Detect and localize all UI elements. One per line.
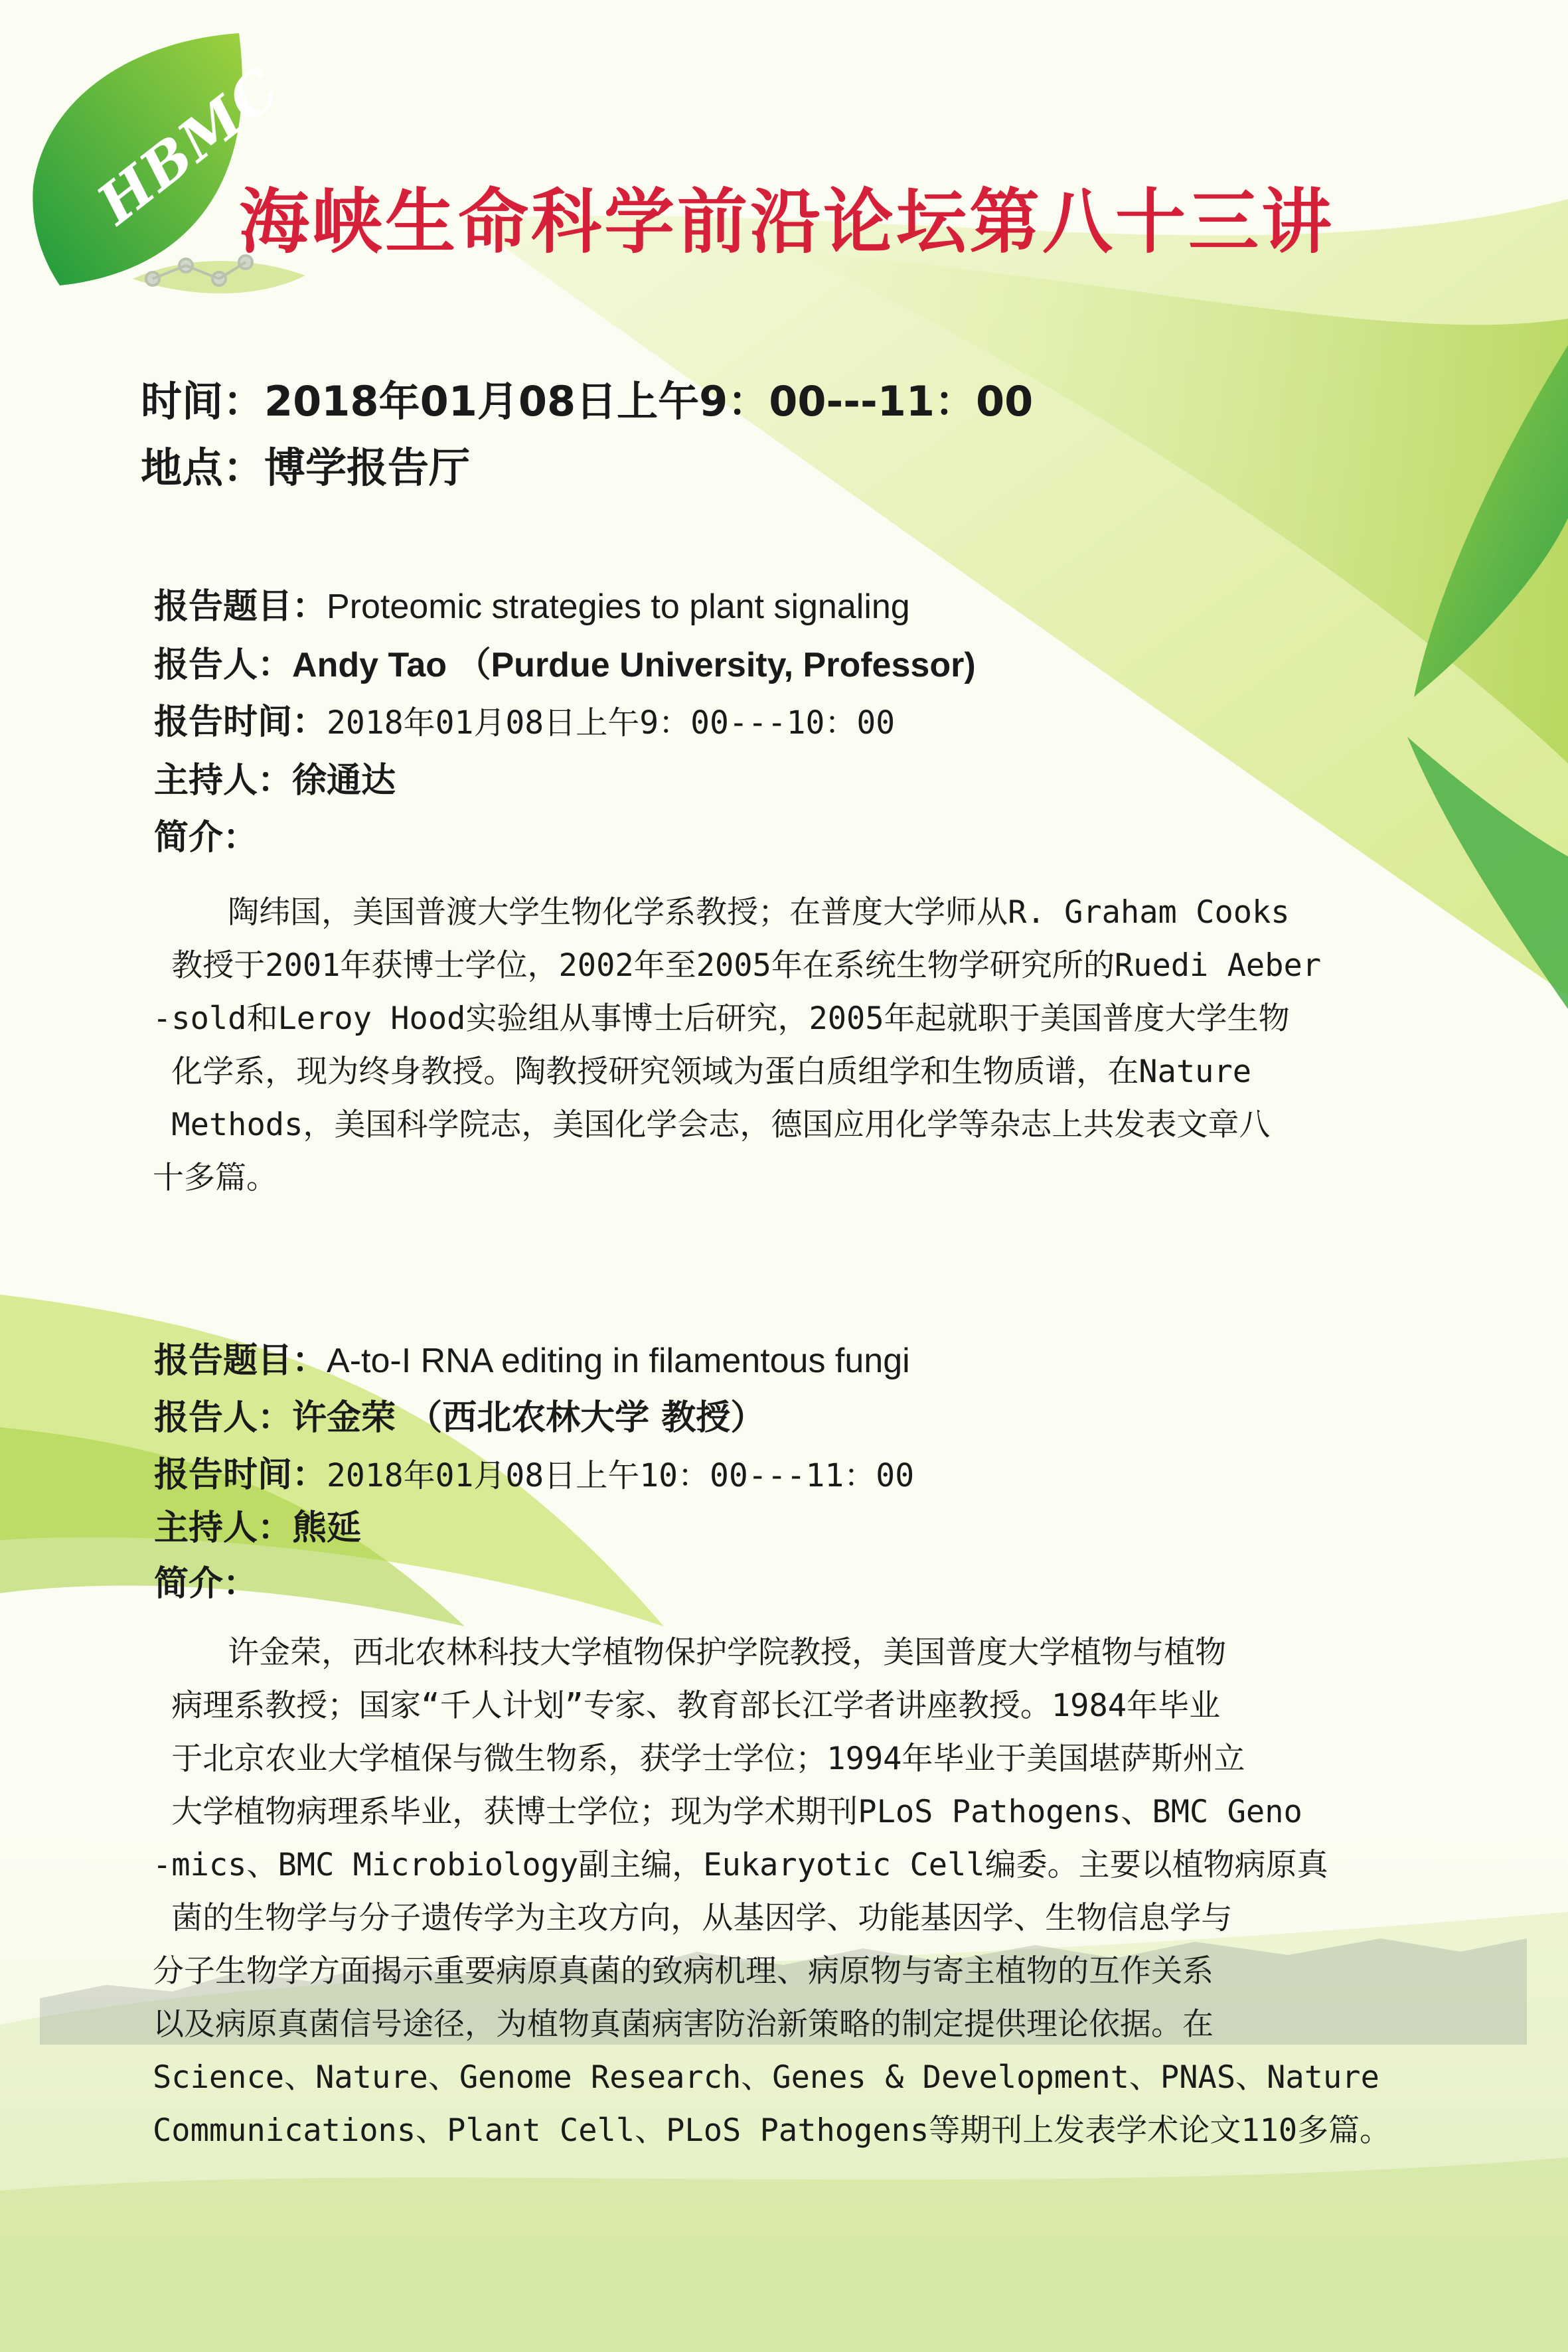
talk-topic <box>154 1341 910 1381</box>
host-label: 主持人： <box>154 761 293 801</box>
speaker-value: Andy Tao （Purdue University, Professor) <box>292 646 976 684</box>
bio-line: 大学植物病理系毕业，获博士学位；现为学术期刊PLoS Pathogens、BMC Geno <box>153 1794 1302 1830</box>
bio-line: 陶纬国，美国普渡大学生物化学系教授；在普度大学师从R. Graham Cooks <box>153 894 1290 931</box>
talk-intro <box>154 818 258 858</box>
bio-line: 化学系，现为终身教授。陶教授研究领域为蛋白质组学和生物质谱，在Nature <box>153 1054 1252 1090</box>
speaker-label: 报告人： <box>154 1398 293 1438</box>
bio-line: 于北京农业大学植保与微生物系，获学士学位；1994年毕业于美国堪萨斯州立 <box>153 1741 1245 1777</box>
bio-line: Communications、Plant Cell、PLoS Pathogens等期刊上发表学术论文110多篇。 <box>153 2112 1391 2149</box>
topic-label: 报告题目： <box>154 587 327 627</box>
event-time <box>141 368 1033 428</box>
bio-line: -mics、BMC Microbiology副主编，Eukaryotic Cell编委。主要以植物病原真 <box>153 1847 1328 1883</box>
bio-line: 病理系教授；国家“千人计划”专家、教育部长江学者讲座教授。1984年毕业 <box>153 1687 1221 1724</box>
bio-line: 以及病原真菌信号途径，为植物真菌病害防治新策略的制定提供理论依据。在 <box>153 2006 1214 2043</box>
intro-label: 简介： <box>154 818 258 858</box>
talk-time-label: 报告时间： <box>154 1455 327 1495</box>
talk-speaker <box>154 1398 765 1438</box>
talk-speaker <box>154 645 976 685</box>
topic-value: A-to-I RNA editing in filamentous fungi <box>327 1342 910 1380</box>
event-venue-label: 地点： <box>141 443 265 492</box>
talk-time <box>154 702 896 742</box>
bio-line: Methods，美国科学院志，美国化学会志，德国应用化学等杂志上共发表文章八 <box>153 1107 1271 1143</box>
bio-line: 十多篇。 <box>153 1160 277 1196</box>
talk-host <box>154 1508 362 1548</box>
page-title: 海峡生命科学前沿论坛第八十三讲 <box>239 180 1334 263</box>
bio-line: 教授于2001年获博士学位，2002年至2005年在系统生物学研究所的Ruedi Aeber <box>153 947 1322 984</box>
bio-line: 许金荣，西北农林科技大学植物保护学院教授，美国普度大学植物与植物 <box>153 1634 1227 1671</box>
host-value: 熊延 <box>292 1508 362 1548</box>
talk-time-value: 2018年01月08日上午9：00---10：00 <box>327 704 896 742</box>
talk-bio <box>153 886 1454 1205</box>
event-venue-value: 博学报告厅 <box>264 443 471 492</box>
speaker-label: 报告人： <box>154 645 293 685</box>
bio-line: 分子生物学方面揭示重要病原真菌的致病机理、病原物与寄主植物的互作关系 <box>153 1953 1214 1990</box>
talk-time <box>154 1455 915 1495</box>
intro-label: 简介： <box>154 1564 258 1604</box>
host-label: 主持人： <box>154 1508 293 1548</box>
speaker-value: 许金荣 （西北农林大学 教授） <box>292 1398 765 1438</box>
talk-time-value: 2018年01月08日上午10：00---11：00 <box>327 1457 915 1494</box>
bio-line: 菌的生物学与分子遗传学为主攻方向，从基因学、功能基因学、生物信息学与 <box>153 1900 1233 1936</box>
logo-text: HBMC <box>85 54 292 237</box>
topic-value: Proteomic strategies to plant signaling <box>327 588 910 626</box>
talk-time-label: 报告时间： <box>154 702 327 742</box>
host-value: 徐通达 <box>292 761 396 801</box>
bio-line: Science、Nature、Genome Research、Genes & Development、PNAS、Nature <box>153 2059 1379 2096</box>
topic-label: 报告题目： <box>154 1341 327 1381</box>
event-time-value: 2018年01月08日上午9：00---11：00 <box>264 377 1034 426</box>
talk-host <box>154 761 396 801</box>
talk-bio <box>153 1626 1454 2157</box>
bio-line: -sold和Leroy Hood实验组从事博士后研究，2005年起就职于美国普度大学生物 <box>153 1000 1290 1037</box>
event-time-label: 时间： <box>141 377 265 426</box>
talk-intro <box>154 1564 258 1604</box>
talk-topic <box>154 587 910 627</box>
event-venue <box>141 435 470 494</box>
